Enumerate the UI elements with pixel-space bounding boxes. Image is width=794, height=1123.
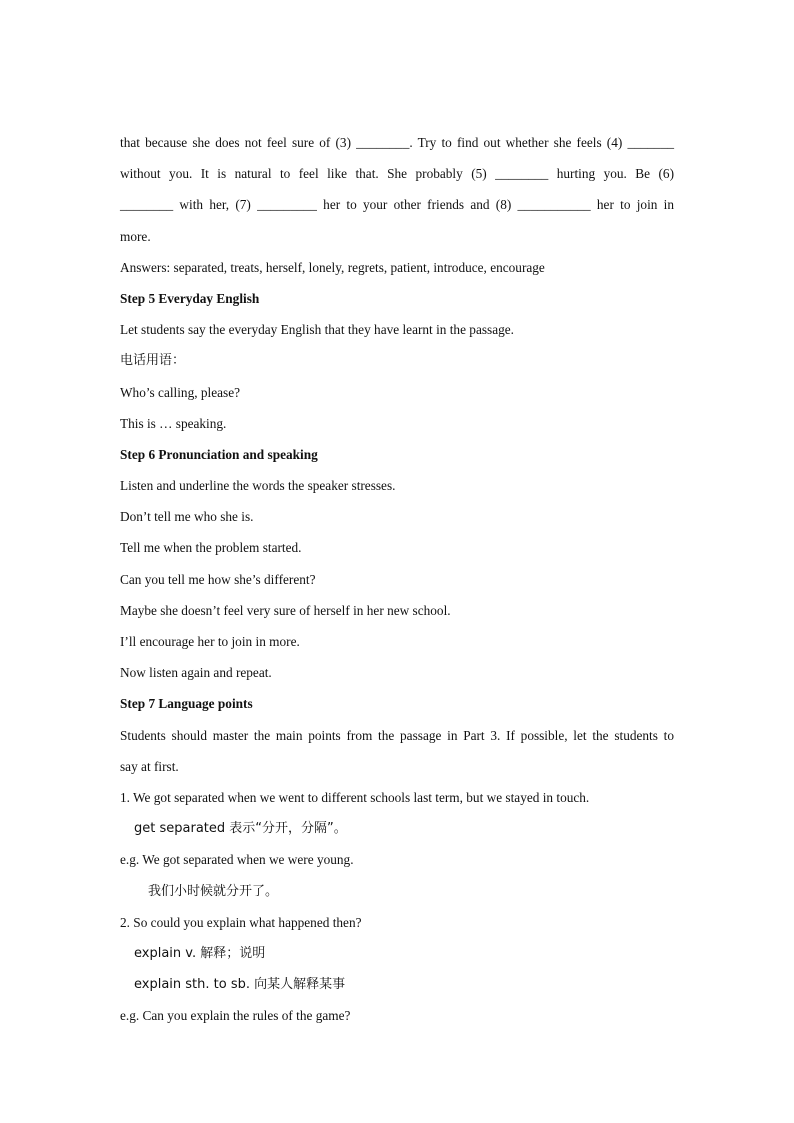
point-2-note-1: explain v. 解释；说明	[134, 945, 266, 961]
point-2-note-2: explain sth. to sb. 向某人解释某事	[134, 977, 346, 993]
sentence-line-2: Tell me when the problem started.	[120, 540, 302, 556]
point-1-translation: 我们小时候就分开了。	[148, 883, 279, 899]
point-1-note: get separated 表示“分开，分隔”。	[134, 821, 347, 837]
point-2: 2. So could you explain what happened then?	[120, 914, 362, 930]
point-1: 1. We got separated when we went to different schools last term, but we stayed in touch.	[120, 789, 590, 805]
point-2-example: e.g. Can you explain the rules of the game?	[120, 1008, 351, 1024]
step-6-instruction: Listen and underline the words the speaker stresses.	[120, 478, 396, 494]
step-6-heading: Step 6 Pronunciation and speaking	[120, 446, 318, 462]
text-line-2: without you. It is natural to feel like that. She probably (5) ________ hurting you. Be (6)	[120, 166, 674, 182]
sentence-line-5: I’ll encourage her to join in more.	[120, 634, 300, 649]
text-line-3: ________ with her, (7) _________ her to your other friends and (8) ___________ her to join in	[120, 197, 674, 213]
step-5-heading: Step 5 Everyday English	[120, 290, 260, 306]
sentence-line-4: Maybe she doesn’t feel very sure of herself in her new school.	[120, 602, 451, 618]
step-7-instruction-2: say at first.	[120, 758, 179, 774]
step-7-heading: Step 7 Language points	[120, 696, 253, 712]
step-5-instruction: Let students say the everyday English that they have learnt in the passage.	[120, 322, 514, 338]
point-1-example: e.g. We got separated when we were young.	[120, 852, 354, 868]
text-line-1: that because she does not feel sure of (3) ________. Try to find out whether she feels (4) _______	[120, 135, 674, 150]
answers-line: Answers: separated, treats, herself, lonely, regrets, patient, introduce, encourage	[120, 259, 545, 275]
text-line-4: more.	[120, 228, 151, 244]
step-7-instruction-1: Students should master the main points from the passage in Part 3. If possible, let the students to	[120, 727, 674, 743]
sentence-line-3: Can you tell me how she’s different?	[120, 571, 316, 587]
phrase-line-1: Who’s calling, please?	[120, 384, 240, 400]
phrase-line-2: This is … speaking.	[120, 415, 227, 431]
repeat-instruction: Now listen again and repeat.	[120, 665, 272, 681]
phone-phrases-label: 电话用语：	[120, 353, 186, 369]
sentence-line-1: Don’t tell me who she is.	[120, 509, 254, 525]
document-page	[120, 127, 674, 1031]
